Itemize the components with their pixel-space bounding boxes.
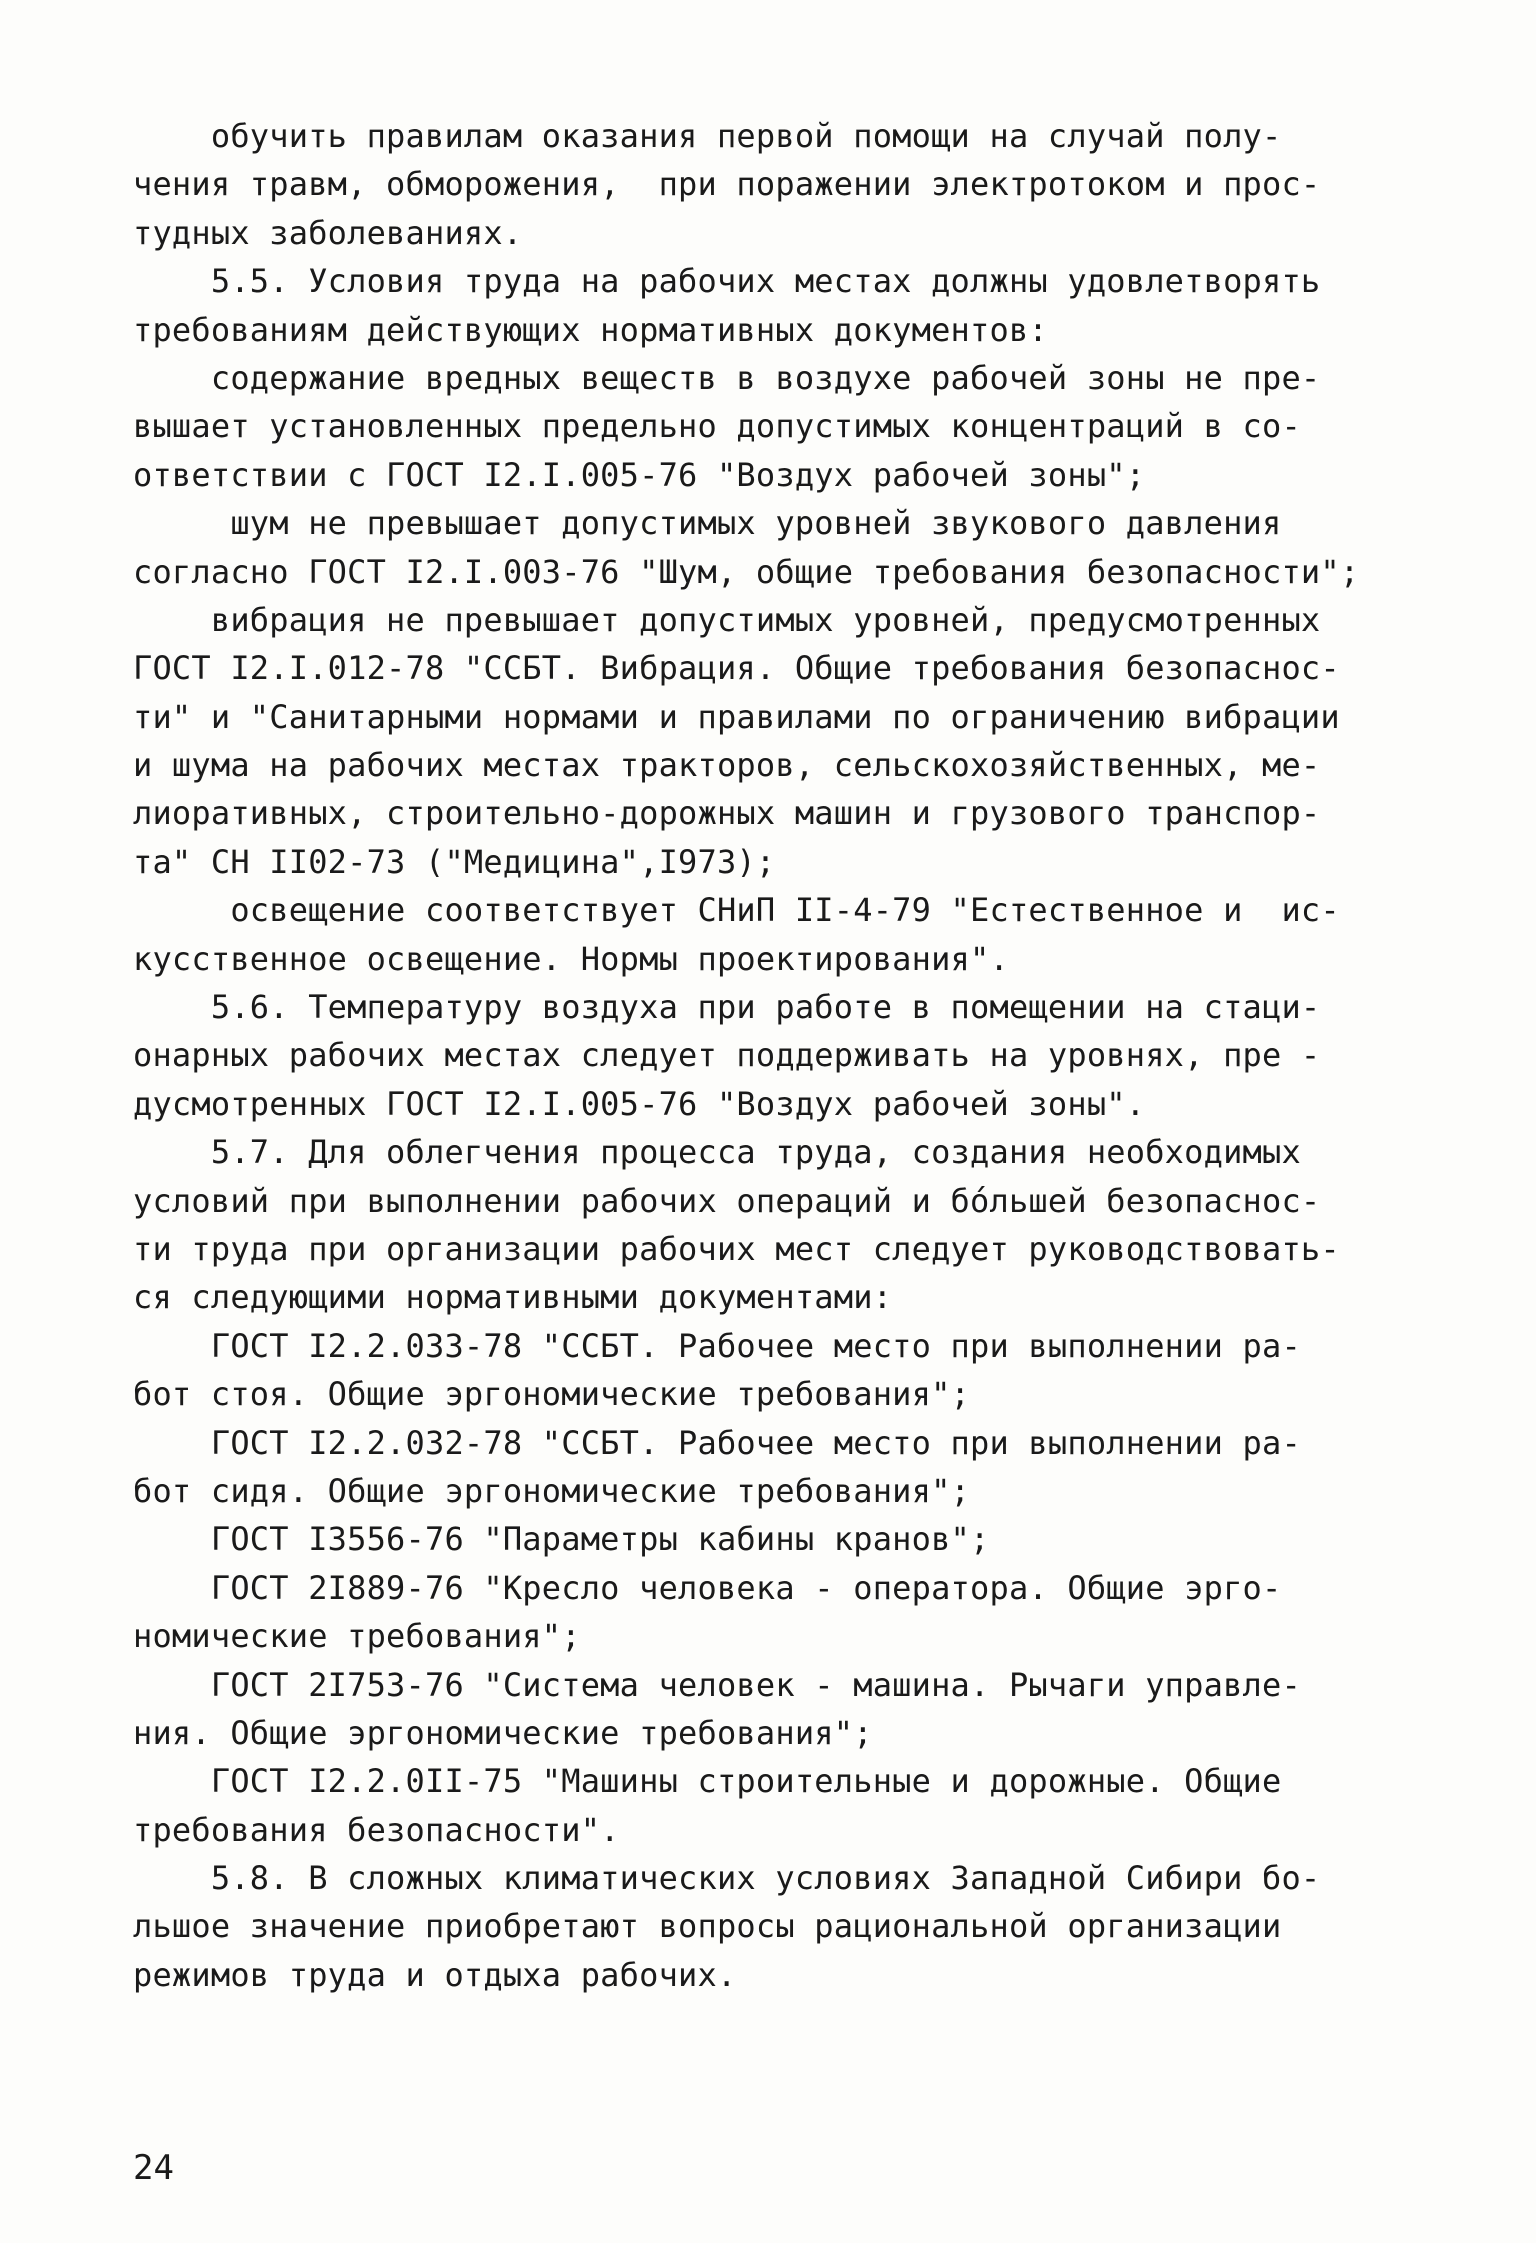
text-line: онарных рабочих местах следует поддерживать на уровнях, пре - <box>133 1036 1321 1075</box>
text-line: обучить правилам оказания первой помощи на случай полу- <box>133 117 1282 155</box>
text-line: содержание вредных веществ в воздухе рабочей зоны не пре- <box>133 358 1321 397</box>
text-line: согласно ГОСТ I2.I.003-76 "Шум, общие требования безопасности"; <box>133 552 1360 591</box>
text-line: льшое значение приобретают вопросы рациональной организации <box>133 1907 1282 1946</box>
text-line: бот сидя. Общие эргономические требования"; <box>133 1471 971 1510</box>
text-line: ГОСТ I2.2.0II-75 "Машины строительные и дорожные. Общие <box>133 1762 1282 1801</box>
text-line: ГОСТ 2I753-76 "Система человек - машина. Рычаги управле- <box>133 1665 1301 1704</box>
text-line: ГОСТ 2I889-76 "Кресло человека - оператора. Общие эрго- <box>133 1568 1282 1607</box>
text-line: ГОСТ I2.2.033-78 "ССБТ. Рабочее место при выполнении ра- <box>133 1326 1301 1365</box>
text-line: условий при выполнении рабочих операций и бо́льшей безопаснос- <box>133 1181 1321 1220</box>
text-line: тудных заболеваниях. <box>133 213 523 252</box>
text-line: освещение соответствует СНиП II-4-79 "Естественное и ис- <box>133 891 1340 930</box>
text-line: лиоративных, строительно-дорожных машин и грузового транспор- <box>133 794 1321 833</box>
text-line: ГОСТ I3556-76 "Параметры кабины кранов"; <box>133 1520 990 1559</box>
text-line: ГОСТ I2.I.012-78 "ССБТ. Вибрация. Общие требования безопаснос- <box>133 649 1340 688</box>
text-line: требования безопасности". <box>133 1810 620 1849</box>
text-line: ГОСТ I2.2.032-78 "ССБТ. Рабочее место при выполнении ра- <box>133 1423 1301 1462</box>
text-line: ответствии с ГОСТ I2.I.005-76 "Воздух рабочей зоны"; <box>133 455 1146 494</box>
text-line: шум не превышает допустимых уровней звукового давления <box>133 504 1282 543</box>
text-line: 5.5. Условия труда на рабочих местах должны удовлетворять <box>133 262 1321 301</box>
text-line: требованиям действующих нормативных документов: <box>133 310 1048 349</box>
text-line: 5.8. В сложных климатических условиях Западной Сибири бо- <box>133 1859 1321 1898</box>
body-text <box>133 112 1398 1999</box>
page-number: 24 <box>133 2148 174 2188</box>
text-line: режимов труда и отдыха рабочих. <box>133 1955 737 1994</box>
text-line: 5.6. Температуру воздуха при работе в помещении на стаци- <box>133 988 1321 1027</box>
text-line: вибрация не превышает допустимых уровней, предусмотренных <box>133 600 1321 639</box>
text-line: номические требования"; <box>133 1617 581 1656</box>
text-line: кусственное освещение. Нормы проектирования". <box>133 939 1009 978</box>
text-line: ния. Общие эргономические требования"; <box>133 1713 873 1752</box>
text-line: вышает установленных предельно допустимых концентраций в со- <box>133 407 1301 446</box>
text-line: ти" и "Санитарными нормами и правилами по ограничению вибрации <box>133 697 1340 736</box>
text-line: 5.7. Для облегчения процесса труда, создания необходимых <box>133 1133 1301 1172</box>
text-line: ся следующими нормативными документами: <box>133 1278 893 1317</box>
text-line: дусмотренных ГОСТ I2.I.005-76 "Воздух рабочей зоны". <box>133 1084 1146 1123</box>
text-line: и шума на рабочих местах тракторов, сельскохозяйственных, ме- <box>133 746 1321 785</box>
text-line: бот стоя. Общие эргономические требования"; <box>133 1375 971 1414</box>
text-line: чения травм, обморожения, при поражении электротоком и прос- <box>133 165 1321 204</box>
text-line: ти труда при организации рабочих мест следует руководствовать- <box>133 1229 1340 1268</box>
text-line: та" СН II02-73 ("Медицина",I973); <box>133 842 776 881</box>
